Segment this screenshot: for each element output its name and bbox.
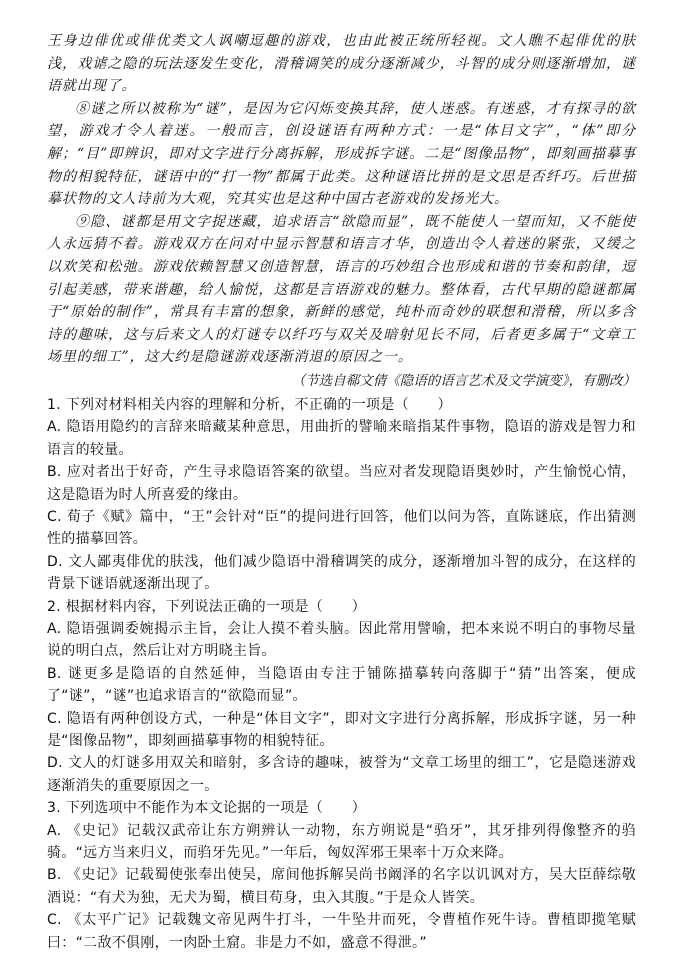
- passage-source: （节选自郗文倩《隐语的语言艺术及文学演变》，有删改）: [291, 372, 636, 389]
- option-b: B. 《史记》记载蜀使张奉出使吴，席间他拆解吴尚书阚泽的名字以讥讽对方，吴大臣薛综敬酒说：“有犬为独，无犬为蜀，横目苟身，虫入其腹。”于是众人皆笑。: [47, 867, 636, 906]
- reading-passage: [47, 30, 636, 369]
- option-a: A. 《史记》记载汉武帝让东方朔辨认一动物，东方朔说是“驺牙”，其牙排列得像整齐的驺骑。“远方当来归义，而驺牙先见。”一年后，匈奴浑邪王果率十万众来降。: [47, 822, 636, 862]
- passage-paragraph-continued: 王身边俳优或俳优类文人讽嘲逗趣的游戏，也由此被正统所轻视。文人瞧不起俳优的肤浅，戏谑之隐的玩法逐发生变化，滑稽调笑的成分逐渐减少，斗智的成分则逐渐增加，谜语就出现了。: [47, 33, 636, 95]
- question-1: [47, 394, 636, 596]
- option-c: C. 荀子《赋》篇中，“王”会针对“臣”的提问进行回答，他们以问为答，直陈谜底，作出猜测性的描摹回答。: [47, 508, 636, 548]
- passage-paragraph-8: ⑧谜之所以被称为“谜”，是因为它闪烁变换其辞，使人迷惑。有迷惑，才有探寻的欲望，游戏才令人着迷。一般而言，创设谜语有两种方式：一是“体目文字”，“体”即分解；“目”即辨识，即对文字进行分离拆解，形成拆字谜。二是“图像品物”，即刻画描摹事物的相貌特征，谜语中的“打一物”都属于此类。这种谜语比拼的是文思是否纤巧。后世描摹状物的文人诗前为大观，究其实也是这种中国古老游戏的发扬光大。: [47, 100, 636, 208]
- option-c: C. 隐语有两种创设方式，一种是“体目文字”，即对文字进行分离拆解，形成拆字谜，另一种是“图像品物”，即刻画描摹事物的相貌特征。: [47, 710, 636, 749]
- option-d: D. 文人鄙夷俳优的肤浅，他们减少隐语中滑稽调笑的成分，逐渐增加斗智的成分，在这样的背景下谜语就逐渐出现了。: [47, 553, 636, 593]
- option-a: A. 隐语用隐约的言辞来暗藏某种意思，用曲折的譬喻来暗指某件事物，隐语的游戏是智力和语言的较量。: [47, 419, 636, 458]
- question-stem: 2. 根据材料内容，下列说法正确的一项是（ ）: [47, 598, 367, 615]
- question-stem: 3. 下列选项中不能作为本文论据的一项是（ ）: [47, 800, 367, 817]
- option-d: D. 文人的灯谜多用双关和暗射，多含诗的趣味，被誉为“文章工场里的细工”，它是隐迷游戏逐渐消失的重要原因之一。: [47, 755, 636, 794]
- question-3: [47, 797, 636, 954]
- passage-paragraph-9: ⑨隐、谜都是用文字捉迷藏，追求语言“欲隐而显”，既不能使人一望而知，又不能使人永远猜不着。游戏双方在问对中显示智慧和语言才华，创造出令人着迷的紧张，又缓之以欢笑和松弛。游戏依赖智慧又创造智慧，语言的巧妙组合也形成和谐的节奏和韵律，逗引起美感，带来谐趣，给人愉悦，这都是言语游戏的魅力。整体看，古代早期的隐谜都属于“原始的制作”，常具有丰富的想象，新鲜的感觉，纯朴而奇妙的联想和滑稽，所以多含诗的趣味，这与后来文人的灯谜专以纤巧与双关及暗射见长不同，后者更多属于“文章工场里的细工”，这大约是隐谜游戏逐渐消退的原因之一。: [47, 213, 636, 366]
- question-stem: 1. 下列对材料相关内容的理解和分析，不正确的一项是（ ）: [47, 396, 452, 413]
- option-a: A. 隐语强调委婉揭示主旨，会让人摸不着头脑。因此常用譬喻，把本来说不明白的事物尽量说的明白点，然后让对方明晓主旨。: [47, 620, 636, 660]
- question-2: [47, 596, 636, 798]
- option-b: B. 谜更多是隐语的自然延伸，当隐语由专注于铺陈描摹转向落脚于“猜”出答案，便成了“谜”，“谜”也追求语言的“欲隐而显”。: [47, 665, 636, 705]
- option-b: B. 应对者出于好奇，产生寻求隐语答案的欲望。当应对者发现隐语奥妙时，产生愉悦心情，这是隐语为时人所喜爱的缘由。: [47, 464, 636, 503]
- option-c: C. 《太平广记》记载魏文帝见两牛打斗，一牛坠井而死，令曹植作死牛诗。曹植即揽笔赋曰：“二敌不俱刚，一肉卧土窟。非是力不如，盛意不得泄。”: [47, 912, 636, 951]
- question-list: [47, 394, 636, 954]
